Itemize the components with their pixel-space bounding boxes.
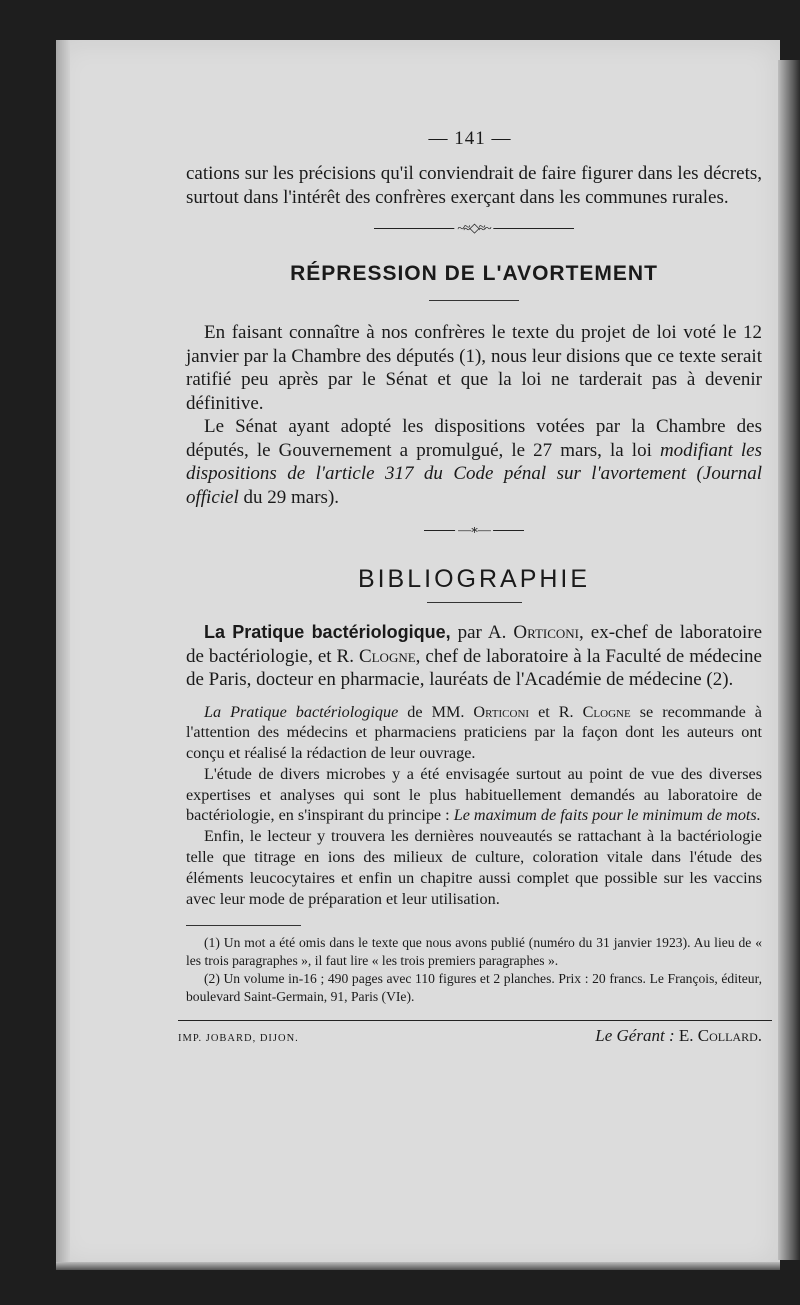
page-number: — 141 —: [428, 128, 512, 149]
ornament-divider: [374, 221, 574, 235]
bibliography-underline: [427, 602, 522, 603]
footnote-1: (1) Un mot a été omis dans le texte que nous avons publié (numéro du 31 janvier 1923). Au lieu de « les trois paragraphes », il faut lire « les trois premiers paragraphes ».: [186, 935, 762, 969]
book-title: La Pratique bactériologique,: [204, 622, 451, 642]
review-paragraph-3: Enfin, le lecteur y trouvera les dernières nouveautés se rattachant à la bactériologie telle que titrage en ions des milieux de culture, coloration vitale dans l'étude des éléments leucocytaires et enfin un chapitre aussi complet que possible sur les vaccins avec leur mode de préparation et leur utilisation.: [186, 827, 762, 908]
author-name: Orticoni: [513, 622, 580, 643]
section-title-bibliography: BIBLIOGRAPHIE: [357, 565, 591, 593]
gerant-signature: Le Gérant : E. Collard.: [595, 1026, 762, 1046]
book-title-italic: La Pratique bactériologique: [204, 702, 399, 721]
section-title-repression: RÉPRESSION DE L'AVORTEMENT: [290, 262, 658, 285]
law-title: modifiant les dispositions de l'article 317 du Code pénal sur l'avortement (Journal officiel: [186, 439, 762, 508]
author-name: Clogne: [358, 645, 416, 667]
ornament-glyph: ~≈◇≈~: [454, 221, 493, 235]
page-content: [178, 128, 763, 1046]
page-bottom-edge: [56, 1262, 780, 1270]
principle-quote: Le maximum de faits pour le minimum de mots.: [453, 806, 761, 825]
footnote-rule: [186, 925, 301, 926]
repression-paragraph-2: Le Sénat ayant adopté les dispositions votées par la Chambre des députés, le Gouvernement a promulgué, le 27 mars, la loi modifiant les dispositions de l'article 317 du Code pénal sur l'avortement (Journal officiel du 29 mars).: [186, 416, 762, 508]
repression-paragraph-1: En faisant connaître à nos confrères le texte du projet de loi voté le 12 janvier par la Chambre des députés (1), nous leur disions que ce texte serait ratifié peu après par le Sénat et que la loi ne tarderait pas à devenir définitive.: [186, 322, 762, 414]
page-binding-edge: [56, 40, 70, 1268]
title-underline: [429, 300, 519, 301]
review-paragraph-2: L'étude de divers microbes y a été envisagée surtout au point de vue des diverses expertises et analyses qui sont le plus habituellement demandés au laboratoire de bactériologie, en s'inspirant du principe : Le maximum de faits pour le minimum de mots.: [186, 764, 762, 825]
book-entry: La Pratique bactériologique, par A. Orticoni, ex-chef de laboratoire de bactériologie, et R. Clogne, chef de laboratoire à la Faculté de médecine de Paris, docteur en pharmacie, lauréats de l'Académie de médecine (2).: [186, 622, 763, 690]
continuation-paragraph: cations sur les précisions qu'il conviendrait de faire figurer dans les décrets, surtout dans l'intérêt des confrères exerçant dans les communes rurales.: [186, 163, 762, 208]
small-divider: [424, 523, 524, 537]
review-paragraph-1: La Pratique bactériologique de MM. Orticoni et R. Clogne se recommande à l'attention des médecins et pharmaciens praticiens par la façon dont les auteurs ont conçu et réalisé la rédaction de leur ouvrage.: [186, 702, 762, 763]
small-divider-glyph: —∗—: [455, 523, 493, 537]
imprint-line: [178, 1026, 762, 1046]
footnote-2: (2) Un volume in-16 ; 490 pages avec 110 figures et 2 planches. Prix : 20 francs. Le François, éditeur, boulevard Saint-Germain, 91, Paris (VIe).: [186, 971, 762, 1005]
imprint-rule: [178, 1020, 772, 1021]
printer-name: IMP. JOBARD, DIJON.: [178, 1033, 299, 1045]
page-right-edge: [778, 60, 800, 1260]
